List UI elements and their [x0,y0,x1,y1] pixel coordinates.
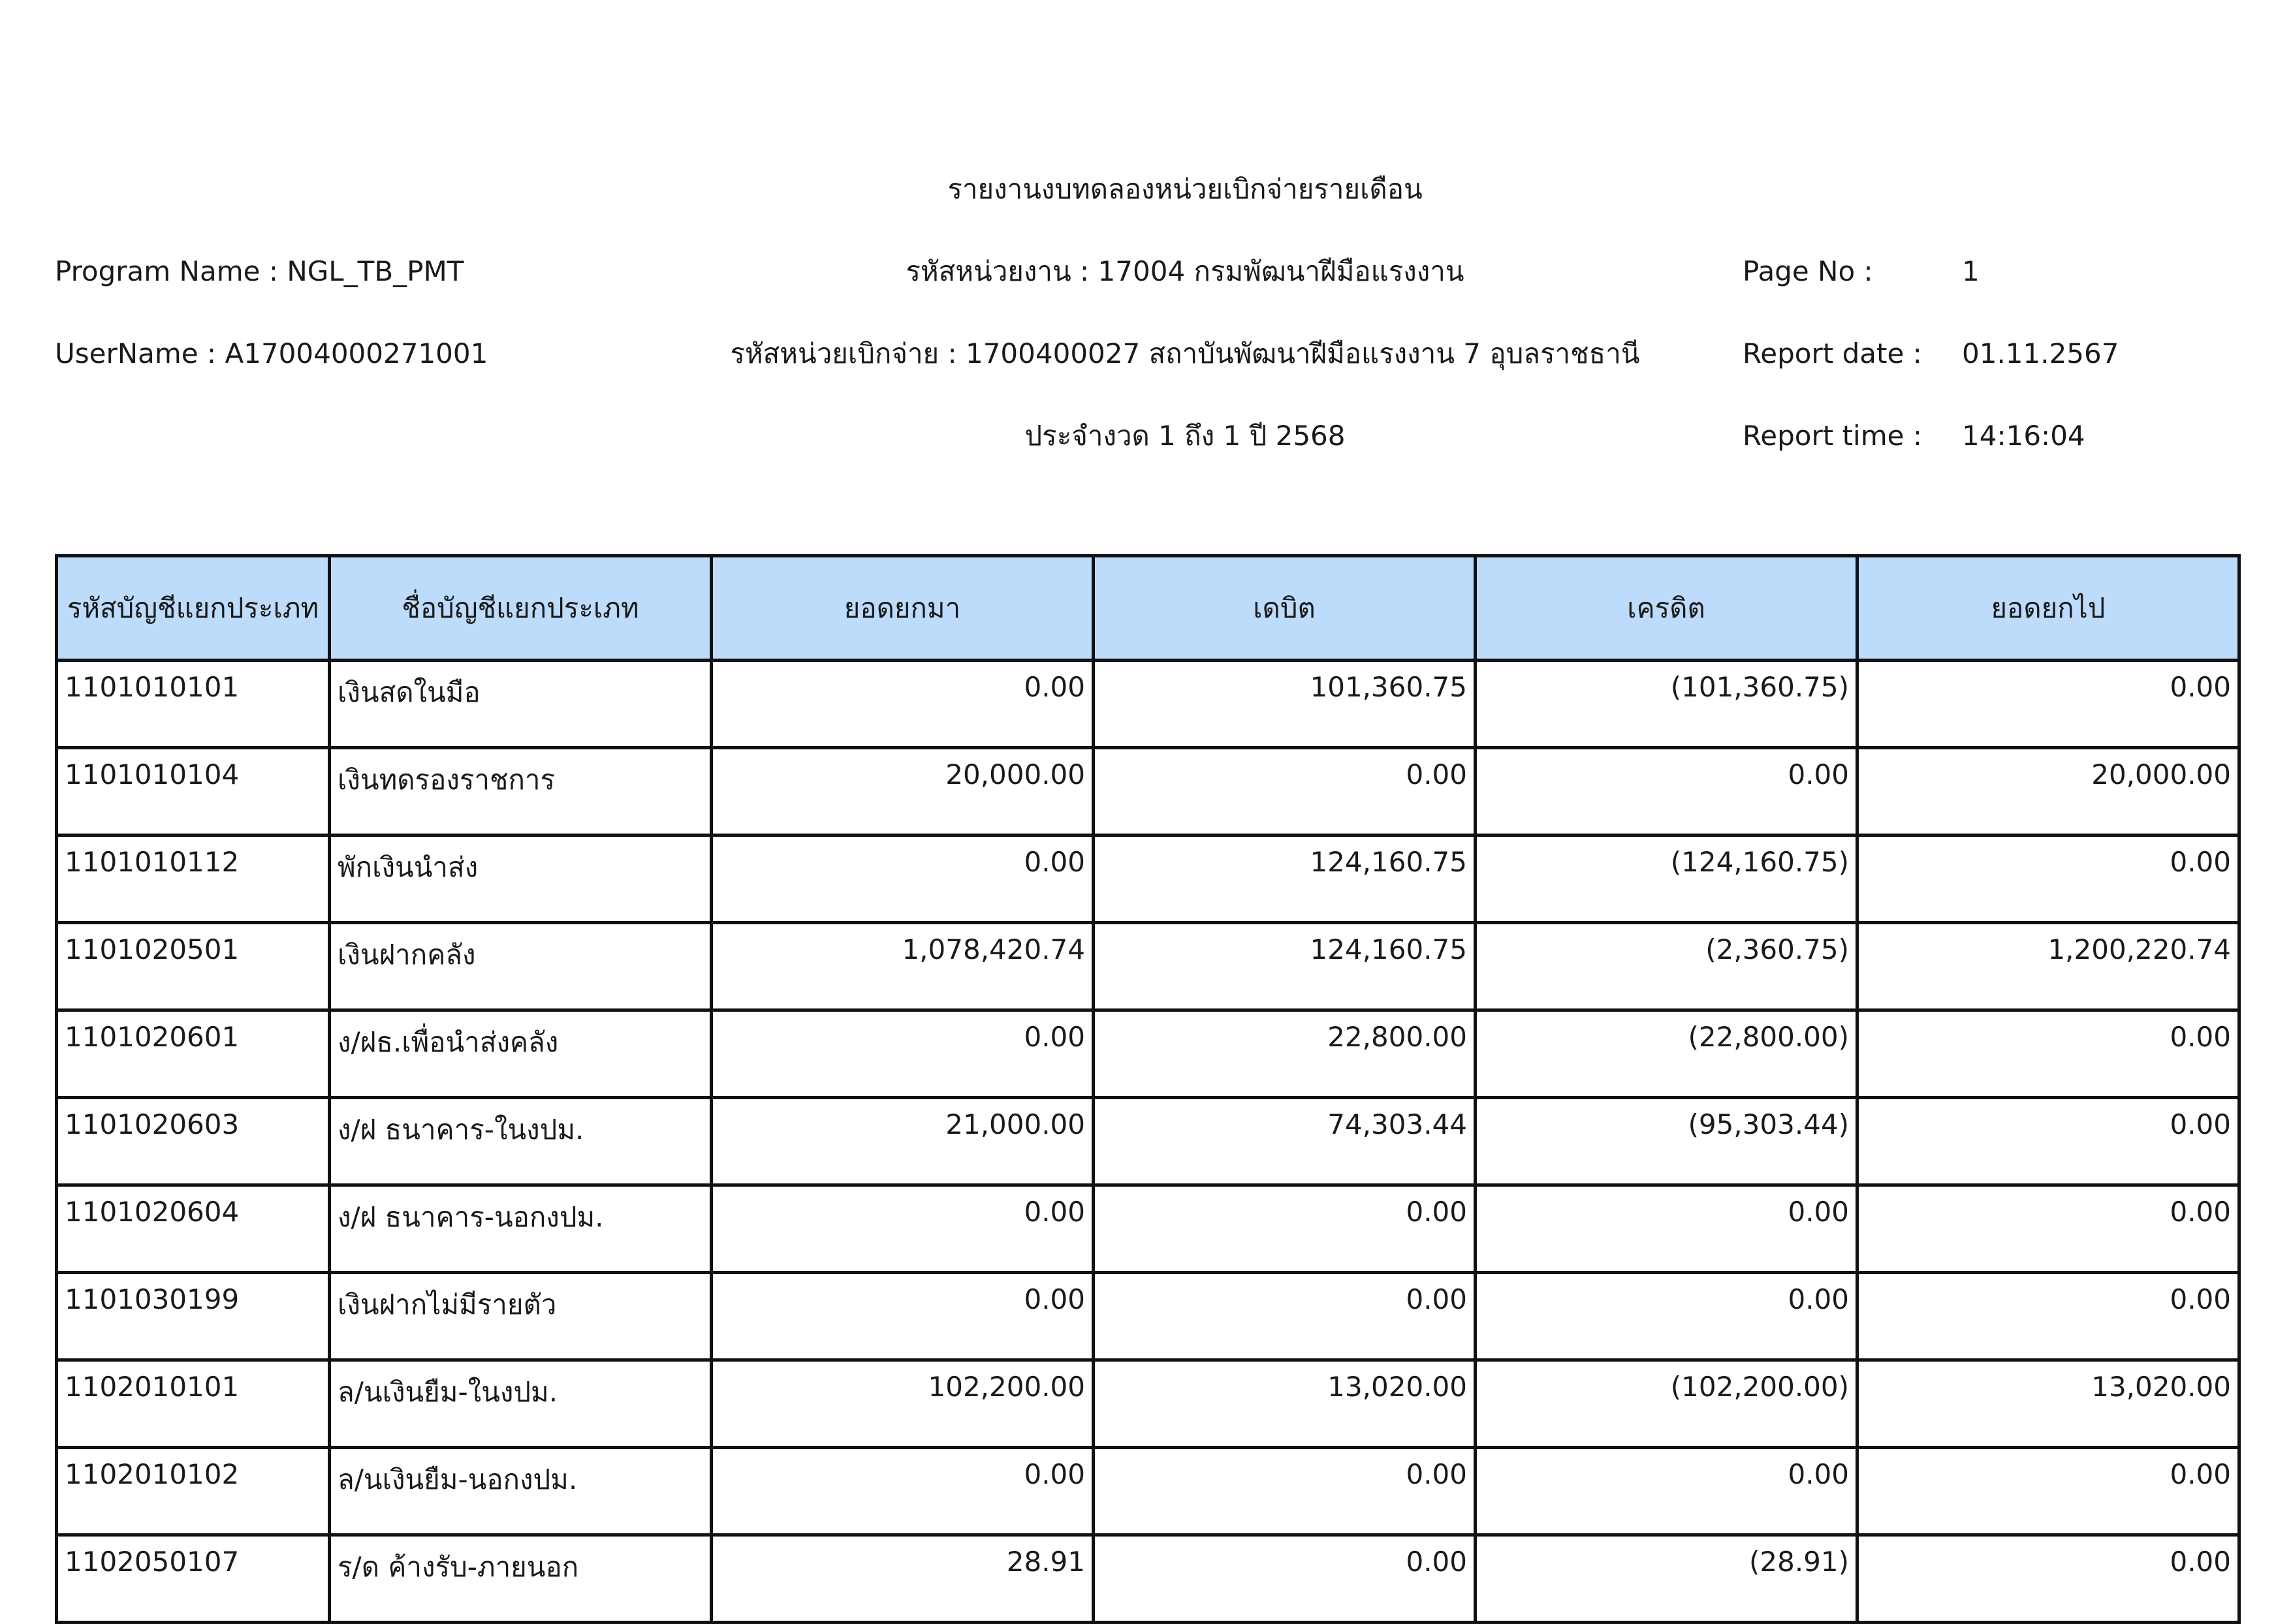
cell-credit: (124,160.75) [1476,835,1857,923]
cell-account-code: 1101030199 [57,1273,330,1360]
cell-account-name: พักเงินนำส่ง [330,835,712,923]
cell-debit: 0.00 [1094,1535,1476,1623]
username: UserName : A17004000271001 [55,337,488,369]
page-no-label: Page No : [1743,255,1873,287]
cell-account-name: ล/นเงินยืม-ในงปม. [330,1360,712,1448]
report-time-label: Report time : [1743,420,1922,452]
cell-credit: (22,800.00) [1476,1010,1857,1098]
cell-credit: (102,200.00) [1476,1360,1857,1448]
report-date-value: 01.11.2567 [1962,337,2119,369]
cell-opening-balance: 1,078,420.74 [712,923,1094,1010]
column-header-account-code: รหัสบัญชีแยกประเภท [57,556,330,661]
table-body [57,661,2239,1623]
cell-debit: 0.00 [1094,1273,1476,1360]
table-row [57,1185,2239,1273]
table-row [57,1098,2239,1185]
table-row [57,1010,2239,1098]
cell-opening-balance: 28.91 [712,1535,1094,1623]
trial-balance-table [55,554,2241,1624]
cell-debit: 124,160.75 [1094,923,1476,1010]
cell-closing-balance: 20,000.00 [1857,748,2239,835]
table-row [57,1273,2239,1360]
cell-closing-balance: 0.00 [1857,1010,2239,1098]
table-row [57,661,2239,748]
table-row [57,1535,2239,1623]
cell-account-name: เงินฝากไม่มีรายตัว [330,1273,712,1360]
cell-debit: 74,303.44 [1094,1098,1476,1185]
cell-credit: 0.00 [1476,1448,1857,1535]
column-header-debit: เดบิต [1094,556,1476,661]
column-header-closing-balance: ยอดยกไป [1857,556,2239,661]
cell-credit: 0.00 [1476,1273,1857,1360]
table-row [57,923,2239,1010]
cell-opening-balance: 0.00 [712,661,1094,748]
cell-account-code: 1101020603 [57,1098,330,1185]
table-row [57,1360,2239,1448]
cell-account-name: ง/ฝ ธนาคาร-ในงปม. [330,1098,712,1185]
cell-account-code: 1101020601 [57,1010,330,1098]
cell-opening-balance: 20,000.00 [712,748,1094,835]
cell-opening-balance: 0.00 [712,1185,1094,1273]
cell-debit: 13,020.00 [1094,1360,1476,1448]
agency-code: รหัสหน่วยงาน : 17004 กรมพัฒนาฝีมือแรงงาน [906,255,1464,287]
cell-credit: 0.00 [1476,748,1857,835]
cell-account-name: ง/ฝธ.เพื่อนำส่งคลัง [330,1010,712,1098]
program-name: Program Name : NGL_TB_PMT [55,255,464,287]
page-no-value: 1 [1962,255,1980,287]
column-header-credit: เครดิต [1476,556,1857,661]
cell-closing-balance: 13,020.00 [1857,1360,2239,1448]
cell-account-code: 1101010104 [57,748,330,835]
cell-account-name: ง/ฝ ธนาคาร-นอกงปม. [330,1185,712,1273]
cell-credit: (101,360.75) [1476,661,1857,748]
cell-account-code: 1102050107 [57,1535,330,1623]
cell-closing-balance: 0.00 [1857,1448,2239,1535]
cell-debit: 0.00 [1094,1448,1476,1535]
cell-closing-balance: 0.00 [1857,1098,2239,1185]
cell-account-code: 1102010101 [57,1360,330,1448]
cell-debit: 101,360.75 [1094,661,1476,748]
cell-account-name: เงินสดในมือ [330,661,712,748]
column-header-opening-balance: ยอดยกมา [712,556,1094,661]
cell-credit: (95,303.44) [1476,1098,1857,1185]
cell-credit: (2,360.75) [1476,923,1857,1010]
table-header-row [57,556,2239,661]
cell-account-code: 1101010112 [57,835,330,923]
disbursement-unit: รหัสหน่วยเบิกจ่าย : 1700400027 สถาบันพัฒนาฝีมือแรงงาน 7 อุบลราชธานี [730,337,1640,369]
cell-account-name: ล/นเงินยืม-นอกงปม. [330,1448,712,1535]
cell-account-code: 1102010102 [57,1448,330,1535]
report-title: รายงานงบทดลองหน่วยเบิกจ่ายรายเดือน [947,173,1423,205]
cell-opening-balance: 102,200.00 [712,1360,1094,1448]
cell-opening-balance: 0.00 [712,1273,1094,1360]
cell-opening-balance: 0.00 [712,1010,1094,1098]
period: ประจำงวด 1 ถึง 1 ปี 2568 [1024,420,1346,452]
cell-debit: 0.00 [1094,748,1476,835]
column-header-account-name: ชื่อบัญชีแยกประเภท [330,556,712,661]
cell-opening-balance: 0.00 [712,1448,1094,1535]
cell-account-code: 1101010101 [57,661,330,748]
cell-debit: 0.00 [1094,1185,1476,1273]
cell-closing-balance: 0.00 [1857,835,2239,923]
cell-closing-balance: 0.00 [1857,1185,2239,1273]
cell-credit: 0.00 [1476,1185,1857,1273]
table-row [57,835,2239,923]
cell-debit: 22,800.00 [1094,1010,1476,1098]
report-date-label: Report date : [1743,337,1922,369]
cell-account-name: เงินฝากคลัง [330,923,712,1010]
cell-closing-balance: 1,200,220.74 [1857,923,2239,1010]
cell-closing-balance: 0.00 [1857,661,2239,748]
table-row [57,748,2239,835]
cell-account-name: ร/ด ค้างรับ-ภายนอก [330,1535,712,1623]
report-time-value: 14:16:04 [1962,420,2085,452]
cell-credit: (28.91) [1476,1535,1857,1623]
cell-opening-balance: 0.00 [712,835,1094,923]
cell-closing-balance: 0.00 [1857,1273,2239,1360]
table-row [57,1448,2239,1535]
cell-opening-balance: 21,000.00 [712,1098,1094,1185]
cell-account-code: 1101020604 [57,1185,330,1273]
cell-closing-balance: 0.00 [1857,1535,2239,1623]
cell-account-name: เงินทดรองราชการ [330,748,712,835]
cell-account-code: 1101020501 [57,923,330,1010]
cell-debit: 124,160.75 [1094,835,1476,923]
